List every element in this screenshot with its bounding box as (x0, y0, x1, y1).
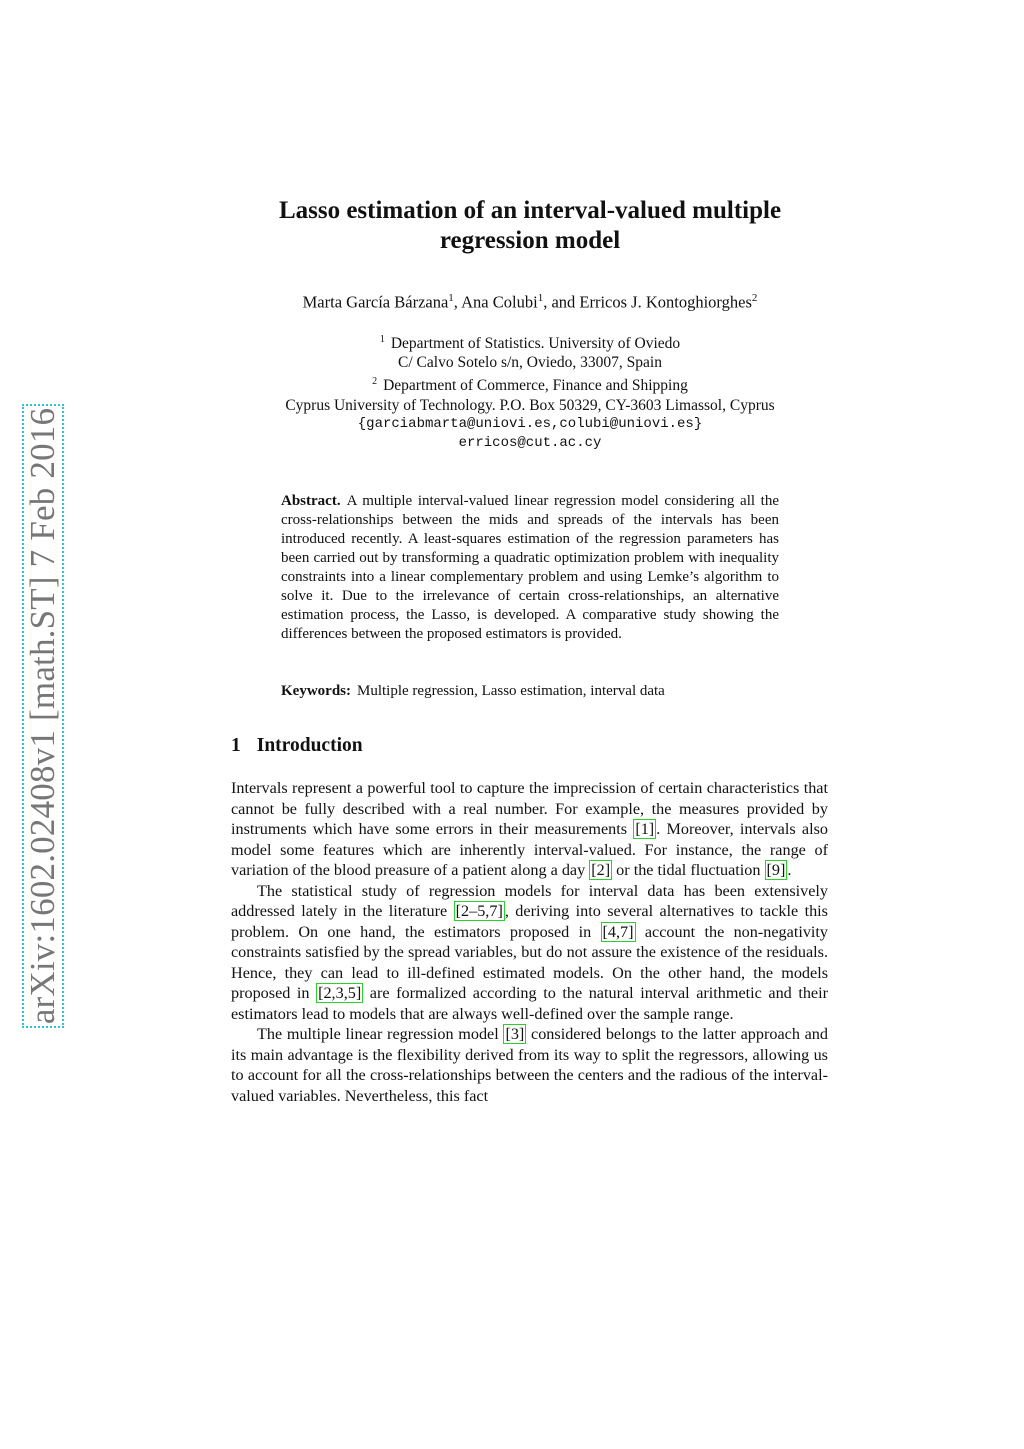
abstract-text: A multiple interval-valued linear regression model considering all the cross-relationships between the mids and spreads of the intervals has been introduced recently. A least-squares estimation of the regression parameters has been carried out by transforming a quadratic optimization problem with inequality constraints into a linear complementary problem and using Lemke’s algorithm to solve it. Due to the irrelevance of certain cross-relationships, an alternative estimation process, the Lasso, is developed. A comparative study showing the differences between the proposed estimators is provided. (281, 493, 779, 642)
author-1: Marta García Bárzana (302, 292, 449, 312)
citation-link[interactable]: [2–5,7] (455, 902, 503, 920)
author-sep-2: , and (543, 292, 580, 312)
section-number: 1 (231, 735, 241, 756)
citation-link[interactable]: [2,3,5] (318, 984, 362, 1002)
affiliations (230, 330, 830, 453)
citation-link[interactable]: [9] (766, 861, 786, 879)
section-heading (231, 735, 363, 757)
author-list (230, 292, 830, 313)
abstract-label: Abstract. (281, 493, 341, 509)
citation-link[interactable]: [2] (591, 861, 611, 879)
email-line-1: {garciabmarta@uniovi.es,colubi@uniovi.es} (357, 415, 703, 432)
author-1-affil: 1 (448, 292, 454, 304)
paragraph-1: Intervals represent a powerful tool to capture the imprecission of certain characteristics that cannot be fully described with a real number. For example, the measures provided by instruments which have some errors in their measurements [1] . Moreover, intervals also model some features which are inherently interval-valued. For instance, the range of variation of the blood preasure of a patient along a day [2] or the tidal fluctuation [9] . (231, 779, 828, 879)
email-line-2: erricos@cut.ac.cy (458, 435, 602, 452)
citation-link[interactable]: [1] (635, 820, 655, 838)
author-2-affil: 1 (537, 292, 544, 304)
arxiv-stamp (22, 404, 64, 1028)
arxiv-id: arXiv:1602.02408v1 [math.ST] 7 Feb 2016 (23, 407, 62, 1025)
section-title: Introduction (256, 735, 363, 756)
affiliation-line-2: C/ Calvo Sotelo s/n, Oviedo, 33007, Spain (398, 354, 662, 372)
author-2: Ana Colubi (461, 292, 538, 312)
affiliation-line-3: $^2$ Department of Commerce, Finance and Shipping (372, 376, 688, 395)
citation-link[interactable]: [4,7] (602, 922, 634, 941)
author-3: Erricos J. Kontoghiorghes (579, 292, 752, 312)
abstract (281, 492, 779, 644)
citation-link[interactable]: [3] (505, 1025, 525, 1043)
body-text (231, 778, 828, 1106)
affiliation-line-4: Cyprus University of Technology. P.O. Box 50329, CY-3603 Limassol, Cyprus (285, 396, 775, 414)
author-sep-1: , (453, 292, 462, 312)
paragraph-2: The statistical study of regression models for interval data has been extensively addressed lately in the literature [2–5,7] , deriving into several alternatives to tackle this problem. On one hand, the estimators proposed in [4,7] account the non-negativity constraints satisfied by the spread variables, but do not assure the existence of the residuals. Hence, they can lead to ill-defined estimated models. On the other hand, the models proposed in [2,3,5] are formalized according to the natural interval arithmetic and their estimators lead to models that are always well-defined over the sample range. (231, 881, 829, 1023)
keywords (281, 682, 779, 701)
author-3-affil: 2 (751, 292, 758, 304)
keywords-text: Multiple regression, Lasso estimation, interval data (357, 683, 665, 699)
affiliation-line-1: $^1$ Department of Statistics. University of Oviedo (379, 334, 681, 352)
paragraph-3: The multiple linear regression model [3] considered belongs to the latter approach and its main advantage is the flexibility derived from its way to split the regressors, allowing us to account for all the cross-relationships between the centers and the radious of the interval-valued variables. Nevertheless, this fact (231, 1025, 828, 1105)
title-line-2: regression model (439, 227, 621, 254)
keywords-label: Keywords: (281, 683, 351, 699)
title-line-1: Lasso estimation of an interval-valued multiple (278, 197, 782, 224)
paper-title (230, 196, 830, 256)
